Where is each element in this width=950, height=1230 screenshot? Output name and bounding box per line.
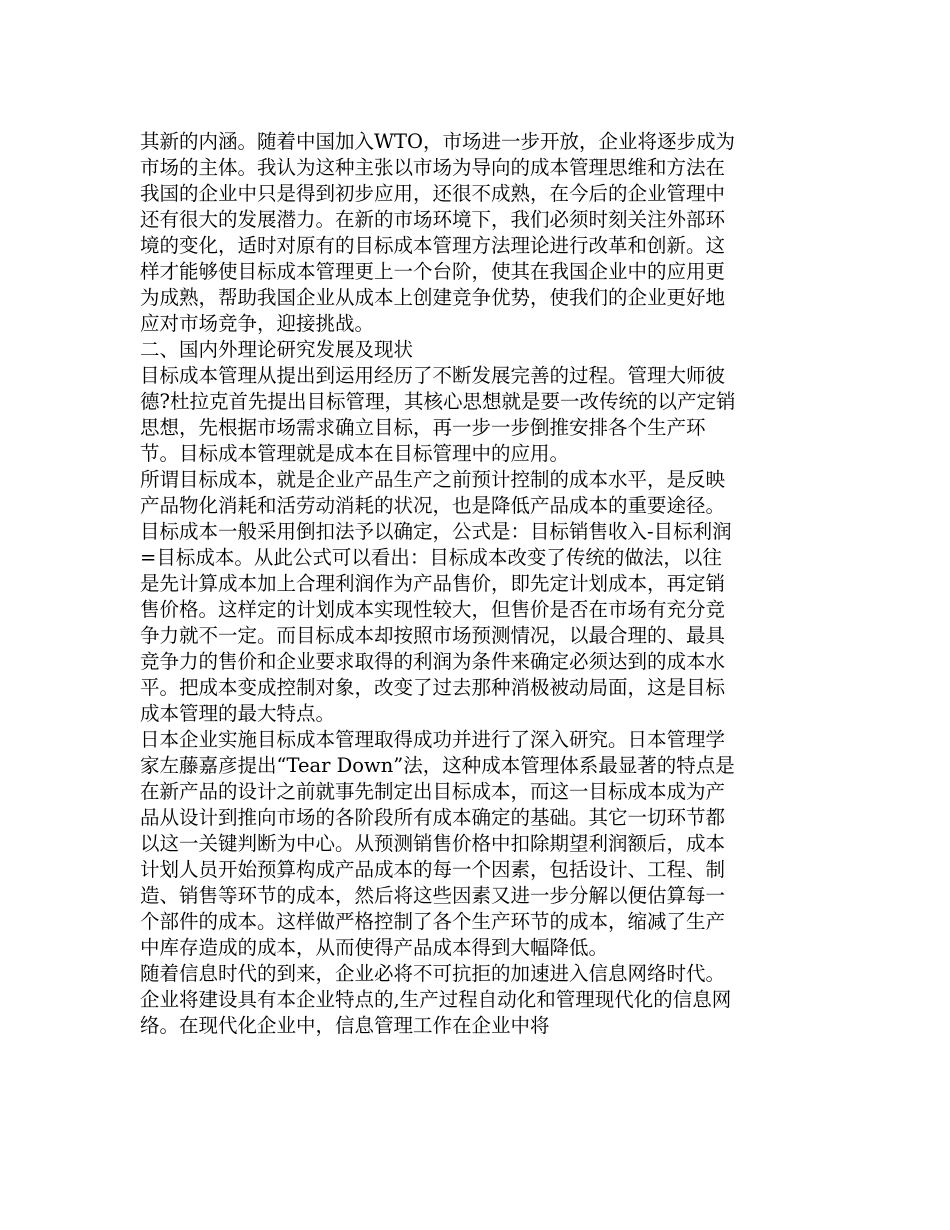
document-body bbox=[140, 129, 740, 1039]
paragraph-japan-tear-down: 日本企业实施目标成本管理取得成功并进行了深入研究。日本管理学家左藤嘉彦提出“Tear Down”法，这种成本管理体系最显著的特点是在新产品的设计之前就事先制定出目标成本，而这一目标成本成为产品从设计到推向市场的各阶段所有成本确定的基础。其它一切环节都以这一关键判断为中心。从预测销售价格中扣除期望利润额后，成本计划人员开始预算构成产品成本的每一个因素，包括设计、工程、制造、销售等环节的成本，然后将这些因素又进一步分解以便估算每一个部件的成本。这样做严格控制了各个生产环节的成本，缩减了生产中库存造成的成本，从而使得产品成本得到大幅降低。 bbox=[140, 728, 735, 959]
paragraph-target-cost-definition: 所谓目标成本，就是企业产品生产之前预计控制的成本水平，是反映产品物化消耗和活劳动消耗的状况，也是降低产品成本的重要途径。目标成本一般采用倒扣法予以确定，公式是：目标销售收入-目标利润=目标成本。从此公式可以看出：目标成本改变了传统的做法，以往是先计算成本加上合理利润作为产品售价，即先定计划成本，再定销售价格。这样定的计划成本实现性较大，但售价是否在市场有充分竞争力就不一定。而目标成本却按照市场预测情况，以最合理的、最具竞争力的售价和企业要求取得的利润为条件来确定必须达到的成本水平。把成本变成控制对象，改变了过去那种消极被动局面，这是目标成本管理的最大特点。 bbox=[140, 468, 732, 725]
paragraph-information-age: 随着信息时代的到来，企业必将不可抗拒的加速进入信息网络时代。企业将建设具有本企业特点的,生产过程自动化和管理现代化的信息网络。在现代化企业中，信息管理工作在企业中将 bbox=[140, 962, 732, 1037]
paragraph-target-cost-history: 目标成本管理从提出到运用经历了不断发展完善的过程。管理大师彼德?杜拉克首先提出目标管理，其核心思想就是要一改传统的以产定销思想，先根据市场需求确立目标，再一步一步倒推安排各个生产环节。目标成本管理就是成本在目标管理中的应用。 bbox=[140, 364, 736, 465]
paragraph-intro-continuation: 其新的内涵。随着中国加入WTO，市场进一步开放，企业将逐步成为市场的主体。我认为这种主张以市场为导向的成本管理思维和方法在我国的企业中只是得到初步应用，还很不成熟，在今后的企业管理中还有很大的发展潜力。在新的市场环境下，我们必须时刻关注外部环境的变化，适时对原有的目标成本管理方法理论进行改革和创新。这样才能够使目标成本管理更上一个台阶，使其在我国企业中的应用更为成熟，帮助我国企业从成本上创建竞争优势，使我们的企业更好地应对市场竞争，迎接挑战。 bbox=[140, 130, 736, 335]
section-heading: 二、国内外理论研究发展及现状 bbox=[140, 338, 414, 361]
